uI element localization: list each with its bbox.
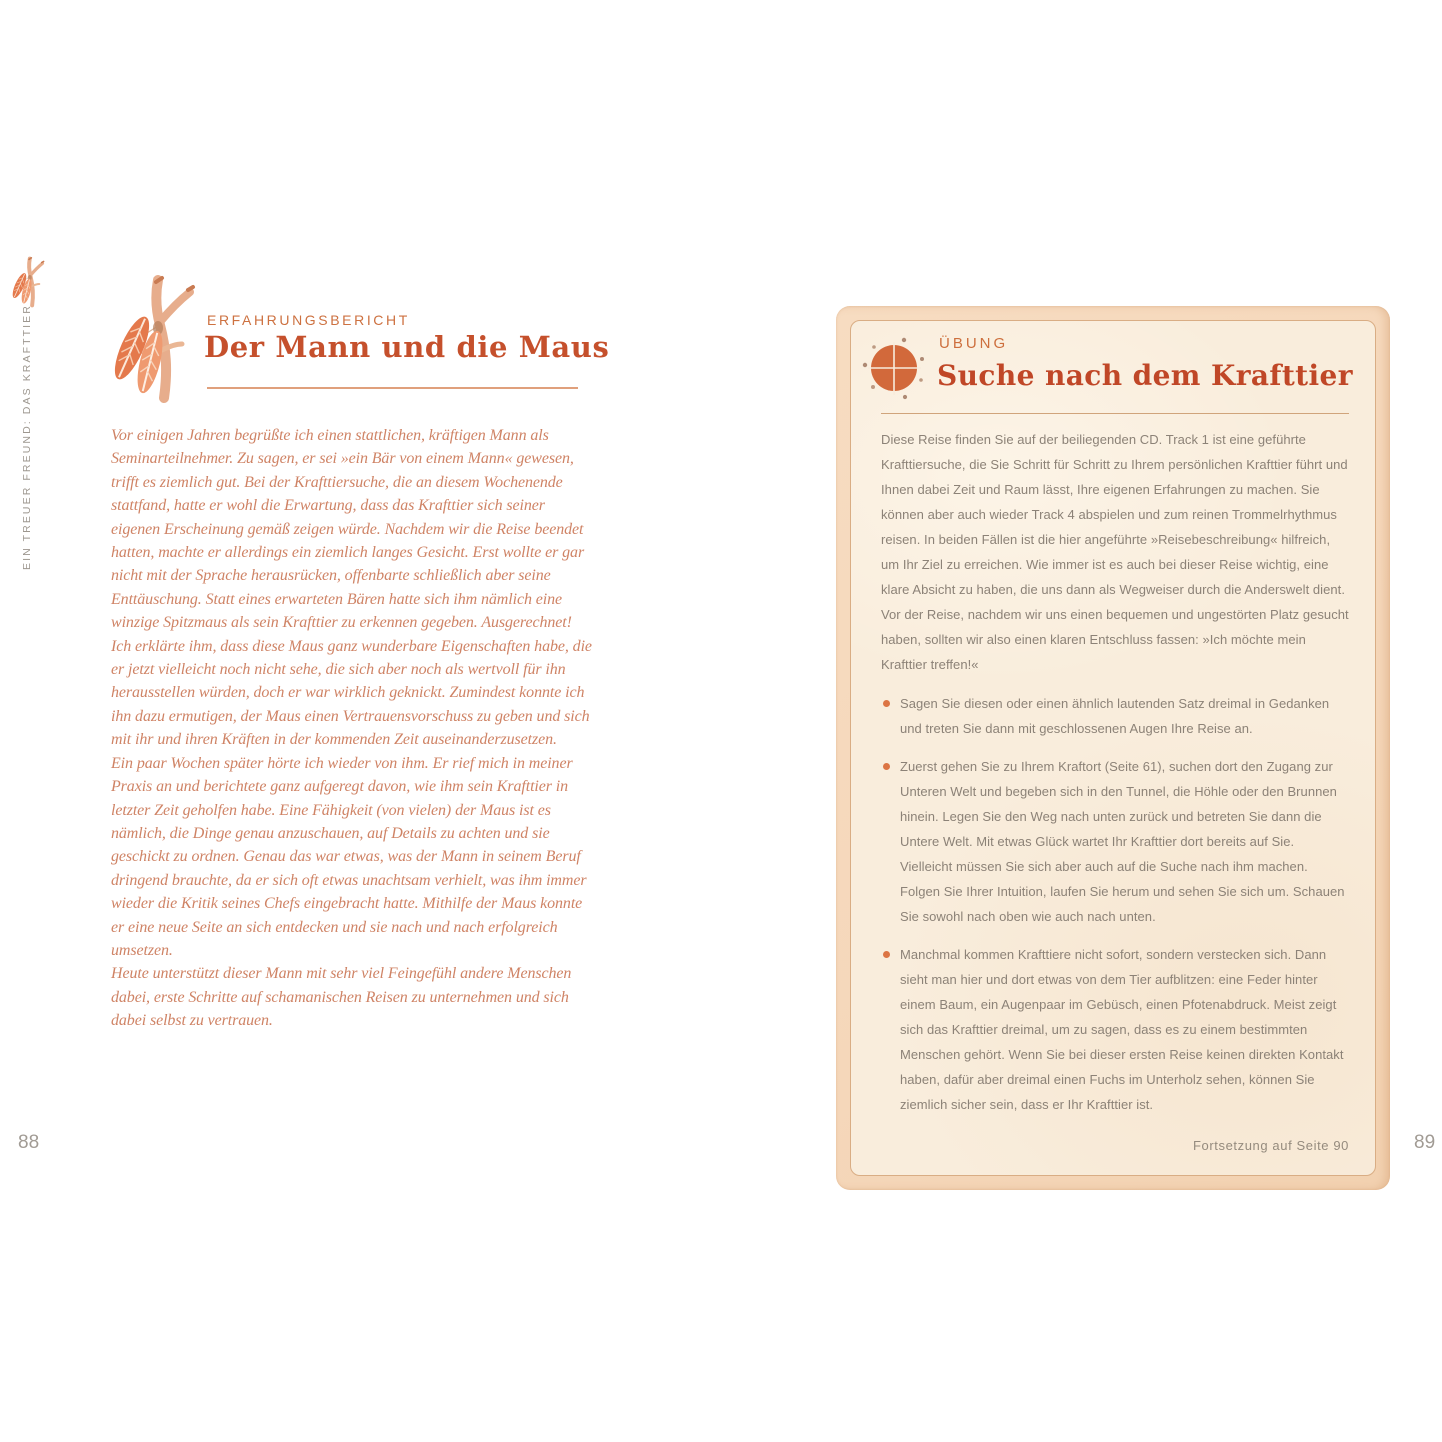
exercise-steps <box>881 691 1349 1117</box>
exercise-step <box>881 942 1349 1117</box>
feather-branch-illustration <box>98 270 204 408</box>
exercise-step <box>881 754 1349 929</box>
report-paragraph: Ich erklärte ihm, dass diese Maus ganz wunderbare Eigenschaften habe, die er jetzt vielleicht noch nicht sehe, die sich aber noch als wertvoll für ihn herausstellen würden, doch er war wirklich geknickt. Zumindest konnte ich ihn dazu ermutigen, der Maus einen Vertrauensvorschuss zu geben und sich mit ihr und ihren Kräften in der kommenden Zeit auseinanderzusetzen. <box>111 637 592 749</box>
exercise-title-divider <box>881 413 1349 414</box>
page-number-right: 89 <box>1414 1132 1436 1153</box>
report-title: Der Mann und die Maus <box>204 330 610 364</box>
exercise-kicker: ÜBUNG <box>939 335 1009 352</box>
bullet-icon <box>883 700 890 707</box>
exercise-step-text: Sagen Sie diesen oder einen ähnlich lautenden Satz dreimal in Gedanken und treten Sie dann mit geschlossenen Augen Ihre Reise an. <box>900 696 1330 736</box>
exercise-intro: Diese Reise finden Sie auf der beiliegenden CD. Track 1 ist eine geführte Krafttiersuche, die Sie Schritt für Schritt zu Ihrem persönlichen Krafttier führt und Ihnen dabei Zeit und Raum lässt, Ihre eigenen Erfahrungen zu machen. Sie können aber auch wieder Track 4 abspielen und zum reinen Trommelrhythmus reisen. In beiden Fällen ist die hier angeführte »Reisebeschreibung« hilfreich, um Ihr Ziel zu erreichen. Wie immer ist es auch bei dieser Reise wichtig, eine klare Absicht zu haben, die uns dann als Wegweiser durch die Anderswelt dient. Vor der Reise, nachdem wir uns einen bequemen und ungestörten Platz gesucht haben, sollten wir also einen klaren Entschluss fassen: »Ich möchte mein Krafttier treffen!« <box>881 432 1349 672</box>
page-number-left: 88 <box>18 1132 40 1153</box>
report-paragraph: Heute unterstützt dieser Mann mit sehr viel Feingefühl andere Menschen dabei, erste Schritte auf schamanischen Reisen zu unternehmen und sich dabei selbst zu vertrauen. <box>111 965 572 1030</box>
medicine-wheel-icon <box>861 335 927 401</box>
exercise-box-inner <box>850 320 1376 1176</box>
title-divider <box>207 387 578 389</box>
report-paragraph: Ein paar Wochen später hörte ich wieder von ihm. Er rief mich in meiner Praxis an und berichtete ganz aufgeregt davon, wie ihm sein Krafttier in letzter Zeit geholfen habe. Eine Fähigkeit (von vielen) der Maus ist es nämlich, die Dinge genau anzuschauen, auf Details zu achten und sie geschickt zu ordnen. Genau das war etwas, was der Mann in seinem Beruf dringend brauchte, da er sich oft etwas unachtsam verhielt, was ihm immer wieder die Kritik seines Chefs eingebracht hatte. Mithilfe der Maus konnte er eine neue Seite an sich entdecken und sie nach und nach erfolgreich umsetzen. <box>111 754 587 959</box>
exercise-body <box>881 427 1349 1158</box>
exercise-title: Suche nach dem Krafttier <box>937 359 1353 392</box>
exercise-step <box>881 691 1349 741</box>
bullet-icon <box>883 763 890 770</box>
exercise-step-text: Zuerst gehen Sie zu Ihrem Kraftort (Seite 61), suchen dort den Zugang zur Unteren Welt und begeben sich in den Tunnel, die Höhle oder den Brunnen hinein. Legen Sie den Weg nach unten zurück und betreten Sie dann die Untere Welt. Mit etwas Glück wartet Ihr Krafttier dort bereits auf Sie. Vielleicht müssen Sie sich aber auch auf die Suche nach ihm machen. Folgen Sie Ihrer Intuition, laufen Sie herum und sehen Sie sich um. Schauen Sie sowohl nach oben wie auch nach unten. <box>900 759 1345 924</box>
chapter-sidebar-label: EIN TREUER FREUND: DAS KRAFTTIER <box>21 304 33 570</box>
exercise-step-text: Manchmal kommen Krafttiere nicht sofort, sondern verstecken sich. Dann sieht man hier und dort etwas von dem Tier aufblitzen: eine Feder hinter einem Baum, ein Augenpaar im Gebüsch, einen Pfotenabdruck. Meist zeigt sich das Krafttier dreimal, um zu sagen, dass es zu einem bestimmten Menschen gehört. Wenn Sie bei dieser ersten Reise keinen direkten Kontakt haben, dafür aber dreimal einen Fuchs im Unterholz sehen, können Sie ziemlich sicher sein, dass er Ihr Krafttier ist. <box>900 947 1344 1112</box>
continuation-note: Fortsetzung auf Seite 90 <box>1192 1138 1349 1153</box>
report-kicker: ERFAHRUNGSBERICHT <box>207 312 410 328</box>
exercise-box <box>836 306 1390 1190</box>
bullet-icon <box>883 951 890 958</box>
report-paragraph: Vor einigen Jahren begrüßte ich einen stattlichen, kräftigen Mann als Seminarteilnehmer. Zu sagen, er sei »ein Bär von einem Mann« gewesen, trifft es ziemlich gut. Bei der Krafttiersuche, die an diesem Wochenende stattfand, hatte er wohl die Erwartung, dass das Krafttier sich seiner eigenen Erscheinung gemäß zeigen würde. Nachdem wir die Reise beendet hatten, machte er allerdings ein ziemlich langes Gesicht. Erst wollte er gar nicht mit der Sprache herausrücken, offenbarte schließlich aber seine Enttäuschung. Statt eines erwarteten Bären hatte sich ihm nämlich eine winzige Spitzmaus als sein Krafttier zu erkennen gegeben. Ausgerechnet! <box>111 427 585 632</box>
report-body <box>111 424 593 1033</box>
feather-branch-mini-icon <box>6 254 48 310</box>
